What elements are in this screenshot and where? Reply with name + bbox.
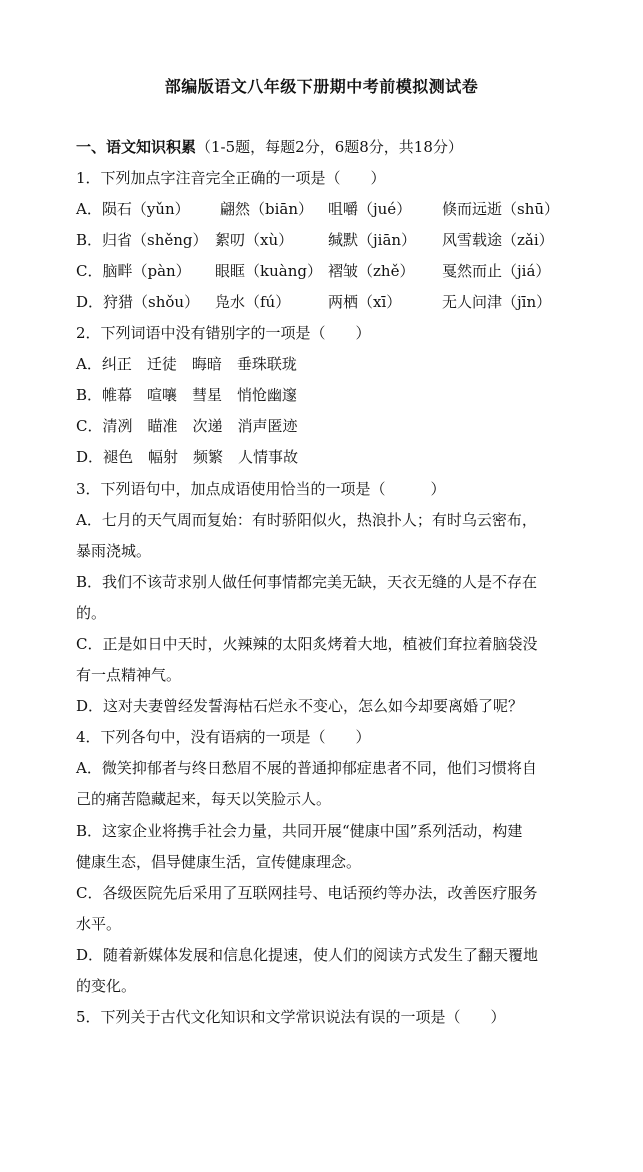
question-3-option-a-line-1: A．七月的天气周而复始：有时骄阳似火，热浪扑人；有时乌云密布，: [76, 511, 537, 529]
page-title: 部编版语文八年级下册期中考前模拟测试卷: [164, 77, 479, 96]
question-5-stem: 5．下列关于古代文化知识和文学常识说法有误的一项是（ ）: [76, 1008, 506, 1026]
option-cell: 无人问津（jīn）: [442, 293, 552, 311]
option-cell: 缄默（jiān）: [328, 231, 417, 249]
question-3-option-c-line-2: 有一点精神气。: [76, 666, 182, 684]
option-cell: 咀嚼（jué）: [328, 200, 412, 218]
question-3-option-b-line-1: B．我们不该苛求别人做任何事情都完美无缺，天衣无缝的人是不存在: [76, 573, 538, 591]
section-heading: [76, 137, 463, 157]
question-1-stem: 1．下列加点字注音完全正确的一项是（ ）: [76, 169, 386, 187]
question-4-option-c-line-2: 水平。: [76, 915, 122, 933]
question-3-option-c-line-1: C．正是如日中天时，火辣辣的太阳炙烤着大地，植被们耷拉着脑袋没: [76, 635, 538, 653]
option-cell: C．脑畔（pàn）: [76, 262, 191, 280]
question-4-stem: 4．下列各句中，没有语病的一项是（ ）: [76, 728, 371, 746]
question-2-option-d: D．褪色 幅射 频繁 人情事故: [76, 448, 299, 466]
option-cell: A．陨石（yǔn）: [76, 200, 190, 218]
question-4-option-c-line-1: C．各级医院先后采用了互联网挂号、电话预约等办法，改善医疗服务: [76, 884, 538, 902]
question-3-stem: 3．下列语句中，加点成语使用恰当的一项是（ ）: [76, 480, 446, 498]
option-cell: 絮叨（xù）: [215, 231, 294, 249]
question-2-stem: 2．下列词语中没有错别字的一项是（ ）: [76, 324, 371, 342]
question-3-option-b-line-2: 的。: [76, 604, 107, 622]
option-cell: 翩然（biān）: [220, 200, 314, 218]
question-4-option-b-line-1: B．这家企业将携手社会力量，共同开展“健康中国”系列活动，构建: [76, 822, 523, 840]
option-cell: 戛然而止（jiá）: [442, 262, 551, 280]
question-4-option-a-line-2: 己的痛苦隐藏起来，每天以笑脸示人。: [76, 790, 332, 808]
question-3-option-a-line-2: 暴雨浇城。: [76, 542, 152, 560]
question-4-option-a-line-1: A．微笑抑郁者与终日愁眉不展的普通抑郁症患者不同，他们习惯将自: [76, 759, 537, 777]
question-2-option-a: A．纠正 迁徒 晦暗 垂珠联珑: [76, 355, 297, 373]
option-cell: 凫水（fú）: [215, 293, 291, 311]
question-4-option-b-line-2: 健康生态，倡导健康生活，宣传健康理念。: [76, 853, 362, 871]
option-cell: D．狩猎（shǒu）: [76, 293, 200, 311]
option-cell: 两栖（xī）: [328, 293, 402, 311]
question-2-option-b: B．帷幕 喧嚷 彗星 悄怆幽邃: [76, 386, 298, 404]
option-cell: B．归省（shěng）: [76, 231, 208, 249]
option-cell: 褶皱（zhě）: [328, 262, 415, 280]
question-3-option-d-line-1: D．这对夫妻曾经发誓海枯石烂永不变心，怎么如今却要离婚了呢？: [76, 697, 524, 715]
option-cell: 眼眶（kuàng）: [215, 262, 322, 280]
question-4-option-d-line-2: 的变化。: [76, 977, 137, 995]
option-cell: 风雪载途（zǎi）: [442, 231, 554, 249]
section-score-note: （1-5题，每题2分，6题8分，共18分）: [196, 138, 463, 156]
question-2-option-c: C．清冽 瞄准 次递 消声匿迹: [76, 417, 298, 435]
question-4-option-d-line-1: D．随着新媒体发展和信息化提速，使人们的阅读方式发生了翻天覆地: [76, 946, 539, 964]
option-cell: 倏而远逝（shū）: [442, 200, 560, 218]
section-title: 一、语文知识积累: [76, 138, 197, 156]
